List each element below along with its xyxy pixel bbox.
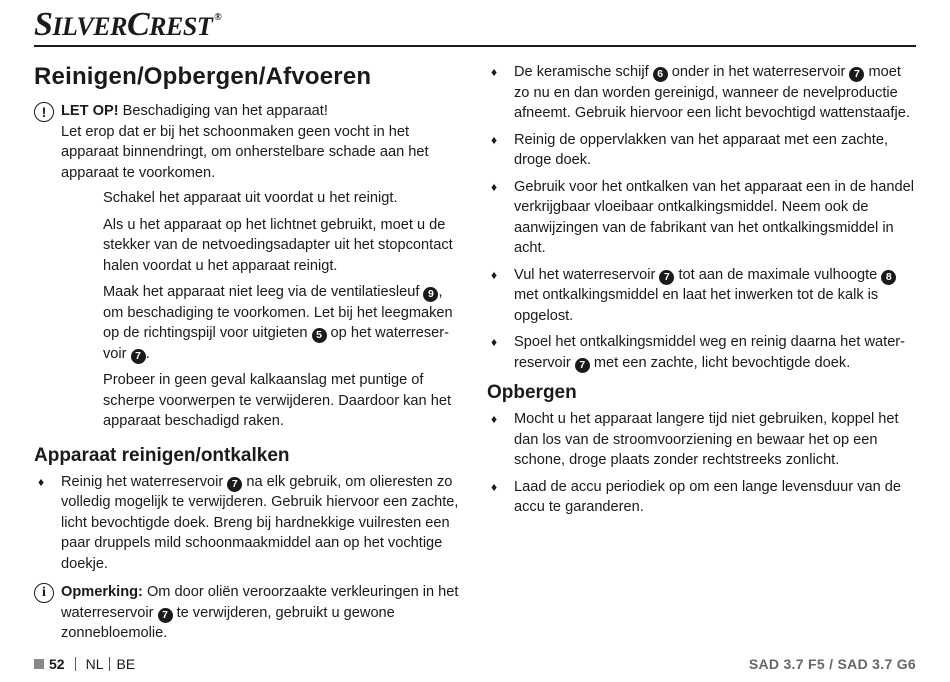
diamond-bullet-icon: ♦ (491, 479, 498, 494)
diamond-bullet-icon: ♦ (491, 65, 498, 79)
diamond-bullet-icon: ♦ (491, 179, 498, 194)
page-footer (34, 656, 916, 676)
list-item: ♦ Gebruik voor het ontkalken van het apparaat een in de handel verkrijgbaar vloeibaar ontkalkingsmiddel. Neem ook de aanwijzingen van de fabrikant van het ontkalkingsmiddel in acht. (491, 178, 914, 256)
list-item: ♦ Vul het waterreservoir 7 tot aan de maximale vulhoogte 8 met ontkalkingsmiddel en laat het inwerken tot de kalk is opgelost. (487, 265, 917, 327)
part-number-badge: 7 (158, 608, 173, 623)
warning-body: Let erop dat er bij het schoonmaken geen vocht in het apparaat binnendringt, om onherstelbare schade aan het apparaat te voorkomen. (61, 123, 429, 181)
square-marker-icon (34, 659, 44, 669)
list-item: ♦ Reinig de oppervlakken van het apparaat met een zachte, droge doek. (491, 131, 889, 168)
warning-item: Maak het apparaat niet leeg via de ventilatiesleuf 9 , om beschadiging te voorkomen. Let bij het leegmaken op de richtingspijl voor uitgieten 5 op het waterreservoir 7 . (103, 284, 453, 362)
page-number: 52 (49, 656, 65, 672)
list-item: ♦ Laad de accu periodiek op om een lange levensduur van de accu te garanderen. (491, 478, 902, 515)
diamond-bullet-icon: ♦ (491, 267, 498, 282)
list-item: ♦ Mocht u het apparaat langere tijd niet gebruiken, koppel het dan los van de stroomvoorziening en bewaar het op een schone, droge plaats zonder rechtstreeks zonlicht. (491, 411, 899, 468)
part-number-badge: 5 (312, 328, 327, 343)
left-column (34, 60, 466, 649)
diamond-bullet-icon: ♦ (491, 412, 498, 426)
info-circle-icon: i (34, 583, 54, 603)
divider (109, 657, 110, 671)
part-number-badge: 8 (881, 270, 896, 285)
list-item: ♦ De keramische schijf 6 onder in het waterreservoir 7 moet zo nu en dan worden gereinigd, wanneer de nevelproductie afneemt. Gebruik hiervoor een licht bevochtigd wattenstaafje. (491, 64, 910, 121)
warning-item: Schakel het apparaat uit voordat u het reinigt. (103, 190, 398, 206)
divider (75, 657, 76, 671)
right-column (487, 62, 917, 524)
part-number-badge: 7 (227, 477, 242, 492)
list-item: ♦ Reinig het waterreservoir 7 na elk gebruik, om olieresten zo volledig mogelijk te verwijderen. Gebruik hiervoor een zachte, licht bevochtigde doek. Breng bij hardnekkige vuilresten een paar druppels mild schoonmaakmiddel aan op het vochtige doekje. (38, 473, 459, 572)
warning-item: Probeer in geen geval kalkaanslag met puntige of scherpe voorwerpen te verwijderen. Daardoor kan het apparaat beschadigd raken. (103, 372, 452, 429)
note-label: Opmerking: (61, 584, 143, 600)
list-item: ♦ Spoel het ontkalkingsmiddel weg en reinig daarna het waterreservoir 7 met een zachte, licht bevochtigde doek. (491, 334, 906, 371)
diamond-bullet-icon: ♦ (38, 474, 45, 489)
exclamation-circle-icon: ! (34, 102, 54, 122)
section-heading: Apparaat reinigen/ontkalken (34, 444, 290, 466)
part-number-badge: 7 (849, 67, 864, 82)
warning-label: LET OP! (61, 103, 119, 119)
section-heading: Opbergen (487, 382, 577, 403)
brand-logo: SILVERCREST ® (34, 6, 222, 43)
header-rule (34, 45, 916, 47)
diamond-bullet-icon: ♦ (491, 132, 498, 147)
part-number-badge: 7 (131, 349, 146, 364)
model-number: SAD 3.7 F5 / SAD 3.7 G6 (748, 656, 916, 672)
part-number-badge: 9 (423, 287, 438, 302)
page-title: Reinigen/Opbergen/Afvoeren (34, 63, 372, 90)
warning-item: Als u het apparaat op het lichtnet gebruikt, moet u de stekker van de netvoedingsadapter uit het stopcontact halen voordat u het apparaat reinigt. (103, 216, 453, 274)
diamond-bullet-icon: ♦ (491, 335, 498, 349)
part-number-badge: 7 (575, 358, 590, 373)
part-number-badge: 7 (659, 270, 674, 285)
country-code: BE (116, 656, 136, 672)
warning-block: ! LET OP! Beschadiging van het apparaat! Let erop dat er bij het schoonmaken geen vocht in het apparaat binnendringt, om onherstelbare schade aan het apparaat te voorkomen. (34, 101, 466, 183)
part-number-badge: 6 (653, 67, 668, 82)
note-block: i Opmerking: Om door oliën veroorzaakte verkleuringen in het waterreservoir 7 te verwijderen, gebruikt u gewone zonnebloemolie. (34, 582, 466, 644)
language-code: NL (85, 656, 104, 672)
